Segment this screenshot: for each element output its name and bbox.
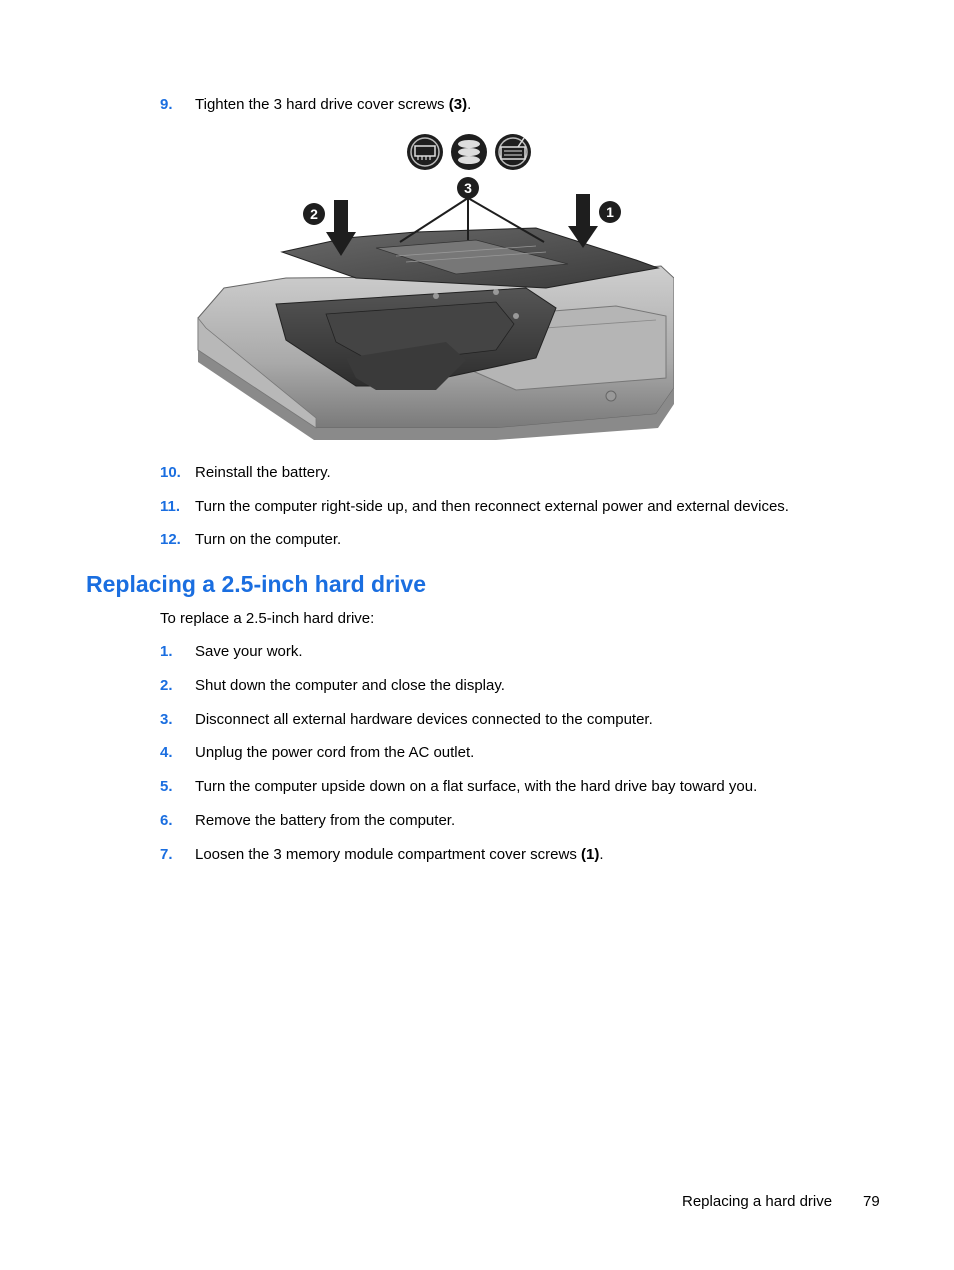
callout-2 xyxy=(303,203,325,225)
step-text: Unplug the power cord from the AC outlet. xyxy=(195,744,475,761)
step-text: Disconnect all external hardware devices connected to the computer. xyxy=(195,711,653,728)
step-number: 5. xyxy=(160,778,173,795)
keyboard-icon xyxy=(495,134,531,170)
laptop-base xyxy=(198,266,674,440)
step-number: 12. xyxy=(160,531,181,548)
memory-icon xyxy=(407,134,443,170)
step-text: Tighten the 3 hard drive cover screws (3). xyxy=(195,96,472,113)
step-number: 1. xyxy=(160,643,173,660)
page-number: 79 xyxy=(863,1193,880,1210)
step-number: 11. xyxy=(160,498,181,515)
callout-1 xyxy=(599,201,621,223)
step-number: 2. xyxy=(160,677,173,694)
callout-reference: (1) xyxy=(581,846,600,863)
hard-drive-cover-illustration xyxy=(196,128,674,442)
callout-reference: (3) xyxy=(448,96,468,113)
step-text: Shut down the computer and close the display. xyxy=(195,677,505,694)
step-number: 10. xyxy=(160,464,181,481)
step-text: Turn the computer upside down on a flat surface, with the hard drive bay toward you. xyxy=(195,778,758,795)
footer-section-name: Replacing a hard drive xyxy=(682,1193,833,1210)
step-text: Turn on the computer. xyxy=(195,531,342,548)
section-heading: Replacing a 2.5-inch hard drive xyxy=(86,571,426,597)
step-text: Remove the battery from the computer. xyxy=(195,812,456,829)
svg-text:1: 1 xyxy=(606,204,614,220)
step-text: Reinstall the battery. xyxy=(195,464,331,481)
step-number: 9. xyxy=(160,96,173,113)
svg-text:3: 3 xyxy=(464,180,472,196)
step-text: Loosen the 3 memory module compartment cover screws (1). xyxy=(195,846,604,863)
callout-3 xyxy=(457,177,479,199)
step-number: 7. xyxy=(160,846,173,863)
step-number: 3. xyxy=(160,711,173,728)
step-number: 4. xyxy=(160,744,173,761)
svg-text:2: 2 xyxy=(310,206,318,222)
step-text: Save your work. xyxy=(195,643,303,660)
hard-drive-icon xyxy=(451,134,487,170)
step-number: 6. xyxy=(160,812,173,829)
section-intro: To replace a 2.5-inch hard drive: xyxy=(160,610,375,627)
step-text: Turn the computer right-side up, and then reconnect external power and external devices. xyxy=(195,498,789,515)
